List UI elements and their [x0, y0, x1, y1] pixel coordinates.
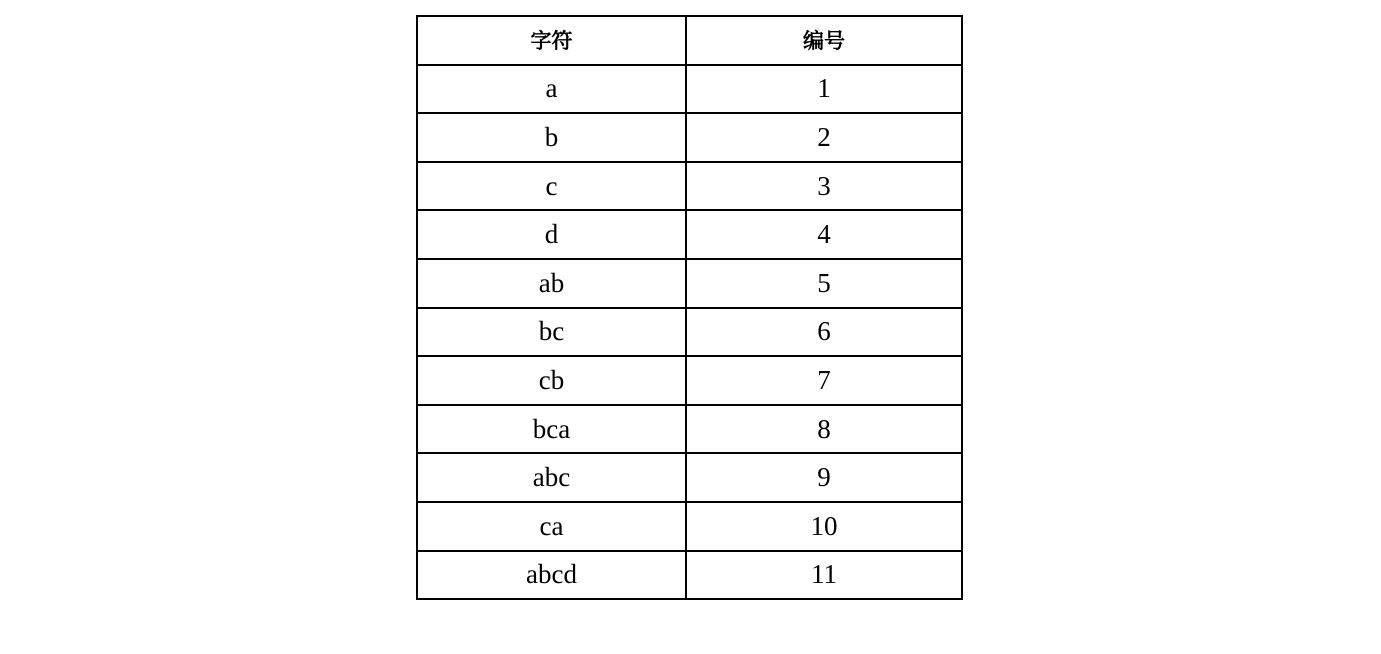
table-body — [417, 65, 962, 600]
table-row — [417, 259, 962, 308]
cell-number: 5 — [686, 259, 962, 308]
table-header — [417, 16, 962, 65]
cell-character: bc — [417, 308, 686, 357]
cell-character: c — [417, 162, 686, 211]
cell-character: a — [417, 65, 686, 114]
table-row — [417, 65, 962, 114]
cell-character: abc — [417, 453, 686, 502]
cell-character: abcd — [417, 551, 686, 600]
cell-number: 7 — [686, 356, 962, 405]
character-code-table — [416, 15, 963, 600]
table-row — [417, 162, 962, 211]
cell-number: 4 — [686, 210, 962, 259]
table-row — [417, 551, 962, 600]
table-row — [417, 502, 962, 551]
header-row — [417, 16, 962, 65]
table-row — [417, 210, 962, 259]
cell-number: 8 — [686, 405, 962, 454]
table-row — [417, 308, 962, 357]
table-row — [417, 453, 962, 502]
cell-number: 3 — [686, 162, 962, 211]
cell-character: ca — [417, 502, 686, 551]
header-character: 字符 — [417, 16, 686, 65]
cell-number: 1 — [686, 65, 962, 114]
table-row — [417, 405, 962, 454]
cell-number: 9 — [686, 453, 962, 502]
cell-number: 11 — [686, 551, 962, 600]
cell-character: d — [417, 210, 686, 259]
table-row — [417, 113, 962, 162]
cell-number: 10 — [686, 502, 962, 551]
cell-number: 6 — [686, 308, 962, 357]
table-row — [417, 356, 962, 405]
cell-character: b — [417, 113, 686, 162]
cell-character: ab — [417, 259, 686, 308]
cell-number: 2 — [686, 113, 962, 162]
cell-character: cb — [417, 356, 686, 405]
header-number: 编号 — [686, 16, 962, 65]
cell-character: bca — [417, 405, 686, 454]
